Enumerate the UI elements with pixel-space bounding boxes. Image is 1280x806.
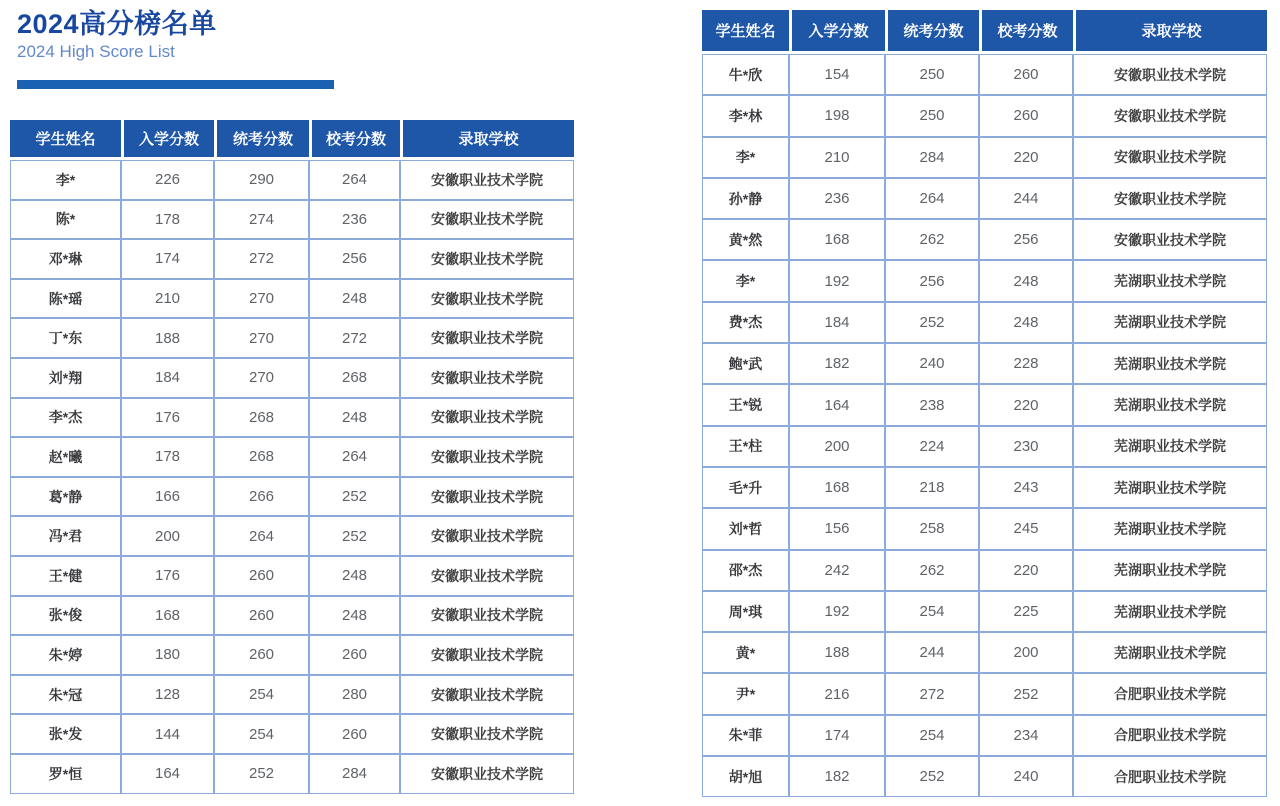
cell-score: 144	[121, 714, 214, 754]
cell-score: 252	[885, 302, 979, 343]
cell-name: 毛*升	[702, 467, 789, 508]
cell-school: 安徽职业技术学院	[400, 318, 574, 358]
cell-name: 朱*菲	[702, 715, 789, 756]
cell-score: 168	[121, 596, 214, 636]
table-row	[702, 591, 1267, 632]
table-header-left	[10, 120, 574, 160]
cell-score: 248	[309, 398, 400, 438]
table-row	[702, 632, 1267, 673]
cell-score: 264	[885, 178, 979, 219]
cell-score: 272	[214, 239, 309, 279]
table-row	[702, 673, 1267, 714]
cell-school: 芜湖职业技术学院	[1073, 632, 1267, 673]
cell-name: 黄*然	[702, 219, 789, 260]
cell-score: 260	[214, 635, 309, 675]
cell-score: 225	[979, 591, 1073, 632]
cell-school: 安徽职业技术学院	[400, 239, 574, 279]
cell-school: 安徽职业技术学院	[1073, 137, 1267, 178]
cell-school: 安徽职业技术学院	[400, 437, 574, 477]
cell-name: 朱*冠	[10, 675, 121, 715]
table-row	[10, 279, 574, 319]
cell-score: 236	[789, 178, 885, 219]
cell-name: 王*柱	[702, 426, 789, 467]
cell-score: 272	[885, 673, 979, 714]
cell-score: 244	[979, 178, 1073, 219]
cell-name: 胡*旭	[702, 756, 789, 797]
cell-name: 邓*琳	[10, 239, 121, 279]
cell-score: 182	[789, 756, 885, 797]
cell-score: 270	[214, 318, 309, 358]
table-row	[702, 302, 1267, 343]
table-row	[702, 54, 1267, 95]
cell-name: 张*俊	[10, 596, 121, 636]
cell-score: 260	[214, 596, 309, 636]
table-row	[702, 95, 1267, 136]
table-row	[702, 137, 1267, 178]
table-row	[10, 358, 574, 398]
cell-score: 252	[214, 754, 309, 794]
cell-name: 王*健	[10, 556, 121, 596]
cell-score: 184	[789, 302, 885, 343]
cell-score: 176	[121, 398, 214, 438]
cell-score: 243	[979, 467, 1073, 508]
cell-score: 220	[979, 550, 1073, 591]
column-header-3: 校考分数	[979, 10, 1073, 54]
cell-score: 270	[214, 279, 309, 319]
cell-name: 牛*欣	[702, 54, 789, 95]
cell-score: 254	[885, 715, 979, 756]
cell-score: 252	[309, 516, 400, 556]
table-row	[10, 754, 574, 794]
cell-score: 184	[121, 358, 214, 398]
title-accent-bar	[17, 80, 334, 89]
table-body-left	[10, 160, 574, 794]
cell-school: 安徽职业技术学院	[400, 160, 574, 200]
cell-score: 256	[885, 260, 979, 301]
table-row	[10, 477, 574, 517]
cell-score: 264	[309, 160, 400, 200]
cell-name: 鲍*武	[702, 343, 789, 384]
cell-score: 234	[979, 715, 1073, 756]
cell-name: 费*杰	[702, 302, 789, 343]
column-header-2: 统考分数	[214, 120, 309, 160]
cell-score: 258	[885, 508, 979, 549]
cell-school: 芜湖职业技术学院	[1073, 467, 1267, 508]
cell-name: 黄*	[702, 632, 789, 673]
cell-name: 李*	[702, 137, 789, 178]
cell-score: 284	[885, 137, 979, 178]
cell-school: 安徽职业技术学院	[1073, 178, 1267, 219]
cell-name: 张*发	[10, 714, 121, 754]
cell-score: 264	[214, 516, 309, 556]
cell-score: 264	[309, 437, 400, 477]
cell-score: 254	[214, 714, 309, 754]
cell-score: 250	[885, 95, 979, 136]
cell-score: 220	[979, 384, 1073, 425]
table-header-right	[702, 10, 1267, 54]
cell-score: 260	[309, 635, 400, 675]
cell-name: 赵*曦	[10, 437, 121, 477]
cell-school: 安徽职业技术学院	[400, 754, 574, 794]
cell-name: 李*杰	[10, 398, 121, 438]
cell-score: 180	[121, 635, 214, 675]
cell-score: 268	[214, 398, 309, 438]
high-score-table-left	[10, 120, 574, 794]
table-row	[702, 343, 1267, 384]
cell-score: 256	[309, 239, 400, 279]
cell-score: 252	[979, 673, 1073, 714]
cell-score: 284	[309, 754, 400, 794]
cell-score: 176	[121, 556, 214, 596]
cell-school: 安徽职业技术学院	[1073, 219, 1267, 260]
cell-score: 280	[309, 675, 400, 715]
cell-score: 174	[121, 239, 214, 279]
column-header-1: 入学分数	[789, 10, 885, 54]
cell-school: 安徽职业技术学院	[400, 635, 574, 675]
cell-score: 168	[789, 467, 885, 508]
table-row	[702, 715, 1267, 756]
cell-school: 安徽职业技术学院	[400, 516, 574, 556]
title-block	[17, 8, 217, 62]
table-row	[10, 635, 574, 675]
cell-score: 254	[214, 675, 309, 715]
cell-name: 刘*哲	[702, 508, 789, 549]
cell-score: 248	[309, 279, 400, 319]
cell-score: 245	[979, 508, 1073, 549]
cell-score: 210	[789, 137, 885, 178]
cell-score: 268	[214, 437, 309, 477]
cell-school: 安徽职业技术学院	[400, 398, 574, 438]
cell-name: 李*	[10, 160, 121, 200]
cell-school: 芜湖职业技术学院	[1073, 260, 1267, 301]
cell-score: 188	[789, 632, 885, 673]
cell-school: 安徽职业技术学院	[400, 714, 574, 754]
cell-school: 芜湖职业技术学院	[1073, 591, 1267, 632]
table-row	[702, 384, 1267, 425]
cell-name: 葛*静	[10, 477, 121, 517]
cell-score: 260	[214, 556, 309, 596]
cell-school: 芜湖职业技术学院	[1073, 508, 1267, 549]
cell-name: 李*	[702, 260, 789, 301]
cell-score: 188	[121, 318, 214, 358]
column-header-0: 学生姓名	[10, 120, 121, 160]
column-header-4: 录取学校	[1073, 10, 1267, 54]
table-row	[10, 596, 574, 636]
table-row	[10, 398, 574, 438]
cell-score: 218	[885, 467, 979, 508]
cell-score: 228	[979, 343, 1073, 384]
cell-score: 210	[121, 279, 214, 319]
cell-school: 安徽职业技术学院	[400, 358, 574, 398]
table-row	[10, 675, 574, 715]
table-row	[10, 318, 574, 358]
cell-score: 290	[214, 160, 309, 200]
cell-score: 178	[121, 200, 214, 240]
cell-score: 200	[121, 516, 214, 556]
cell-score: 178	[121, 437, 214, 477]
cell-name: 罗*恒	[10, 754, 121, 794]
cell-score: 238	[885, 384, 979, 425]
table-row	[702, 756, 1267, 797]
table-row	[702, 467, 1267, 508]
cell-score: 248	[979, 302, 1073, 343]
cell-score: 270	[214, 358, 309, 398]
cell-score: 252	[309, 477, 400, 517]
cell-score: 254	[885, 591, 979, 632]
cell-school: 安徽职业技术学院	[400, 200, 574, 240]
page-subtitle: 2024 High Score List	[17, 42, 175, 61]
cell-school: 芜湖职业技术学院	[1073, 302, 1267, 343]
table-row	[702, 550, 1267, 591]
cell-school: 芜湖职业技术学院	[1073, 426, 1267, 467]
cell-score: 230	[979, 426, 1073, 467]
cell-name: 冯*君	[10, 516, 121, 556]
cell-school: 安徽职业技术学院	[400, 556, 574, 596]
cell-score: 200	[979, 632, 1073, 673]
cell-score: 182	[789, 343, 885, 384]
cell-name: 周*琪	[702, 591, 789, 632]
cell-score: 252	[885, 756, 979, 797]
table-row	[702, 219, 1267, 260]
cell-score: 242	[789, 550, 885, 591]
cell-score: 220	[979, 137, 1073, 178]
cell-score: 240	[885, 343, 979, 384]
cell-score: 226	[121, 160, 214, 200]
cell-score: 274	[214, 200, 309, 240]
table-row	[702, 426, 1267, 467]
table-body-right	[702, 54, 1267, 797]
table-row	[10, 516, 574, 556]
cell-score: 248	[979, 260, 1073, 301]
cell-score: 198	[789, 95, 885, 136]
column-header-1: 入学分数	[121, 120, 214, 160]
cell-school: 合肥职业技术学院	[1073, 756, 1267, 797]
cell-score: 262	[885, 219, 979, 260]
cell-score: 164	[789, 384, 885, 425]
table-row	[702, 178, 1267, 219]
cell-school: 安徽职业技术学院	[1073, 54, 1267, 95]
column-header-2: 统考分数	[885, 10, 979, 54]
cell-score: 236	[309, 200, 400, 240]
cell-score: 174	[789, 715, 885, 756]
table-row	[702, 508, 1267, 549]
cell-school: 芜湖职业技术学院	[1073, 384, 1267, 425]
cell-score: 248	[309, 556, 400, 596]
cell-score: 250	[885, 54, 979, 95]
cell-score: 128	[121, 675, 214, 715]
cell-name: 尹*	[702, 673, 789, 714]
cell-score: 200	[789, 426, 885, 467]
column-header-0: 学生姓名	[702, 10, 789, 54]
cell-score: 154	[789, 54, 885, 95]
cell-score: 262	[885, 550, 979, 591]
cell-school: 安徽职业技术学院	[400, 675, 574, 715]
cell-score: 256	[979, 219, 1073, 260]
cell-name: 王*锐	[702, 384, 789, 425]
cell-score: 216	[789, 673, 885, 714]
cell-name: 朱*婷	[10, 635, 121, 675]
cell-score: 268	[309, 358, 400, 398]
cell-score: 244	[885, 632, 979, 673]
cell-score: 272	[309, 318, 400, 358]
cell-name: 陈*	[10, 200, 121, 240]
cell-name: 丁*东	[10, 318, 121, 358]
cell-name: 李*林	[702, 95, 789, 136]
cell-school: 安徽职业技术学院	[400, 477, 574, 517]
column-header-4: 录取学校	[400, 120, 574, 160]
cell-name: 孙*静	[702, 178, 789, 219]
cell-score: 166	[121, 477, 214, 517]
cell-score: 164	[121, 754, 214, 794]
table-row	[10, 160, 574, 200]
cell-score: 266	[214, 477, 309, 517]
cell-name: 刘*翔	[10, 358, 121, 398]
cell-school: 安徽职业技术学院	[1073, 95, 1267, 136]
cell-school: 合肥职业技术学院	[1073, 715, 1267, 756]
cell-school: 芜湖职业技术学院	[1073, 550, 1267, 591]
cell-score: 240	[979, 756, 1073, 797]
cell-score: 156	[789, 508, 885, 549]
cell-school: 安徽职业技术学院	[400, 596, 574, 636]
table-row	[10, 239, 574, 279]
cell-name: 陈*瑶	[10, 279, 121, 319]
cell-school: 安徽职业技术学院	[400, 279, 574, 319]
cell-score: 192	[789, 591, 885, 632]
cell-score: 168	[789, 219, 885, 260]
page-title: 2024高分榜名单	[17, 9, 217, 39]
cell-score: 192	[789, 260, 885, 301]
cell-score: 260	[979, 54, 1073, 95]
cell-score: 260	[309, 714, 400, 754]
cell-score: 260	[979, 95, 1073, 136]
cell-school: 芜湖职业技术学院	[1073, 343, 1267, 384]
table-row	[702, 260, 1267, 301]
table-row	[10, 200, 574, 240]
high-score-table-right	[702, 10, 1267, 797]
cell-name: 邵*杰	[702, 550, 789, 591]
table-row	[10, 556, 574, 596]
cell-school: 合肥职业技术学院	[1073, 673, 1267, 714]
cell-score: 224	[885, 426, 979, 467]
column-header-3: 校考分数	[309, 120, 400, 160]
table-row	[10, 437, 574, 477]
cell-score: 248	[309, 596, 400, 636]
table-row	[10, 714, 574, 754]
